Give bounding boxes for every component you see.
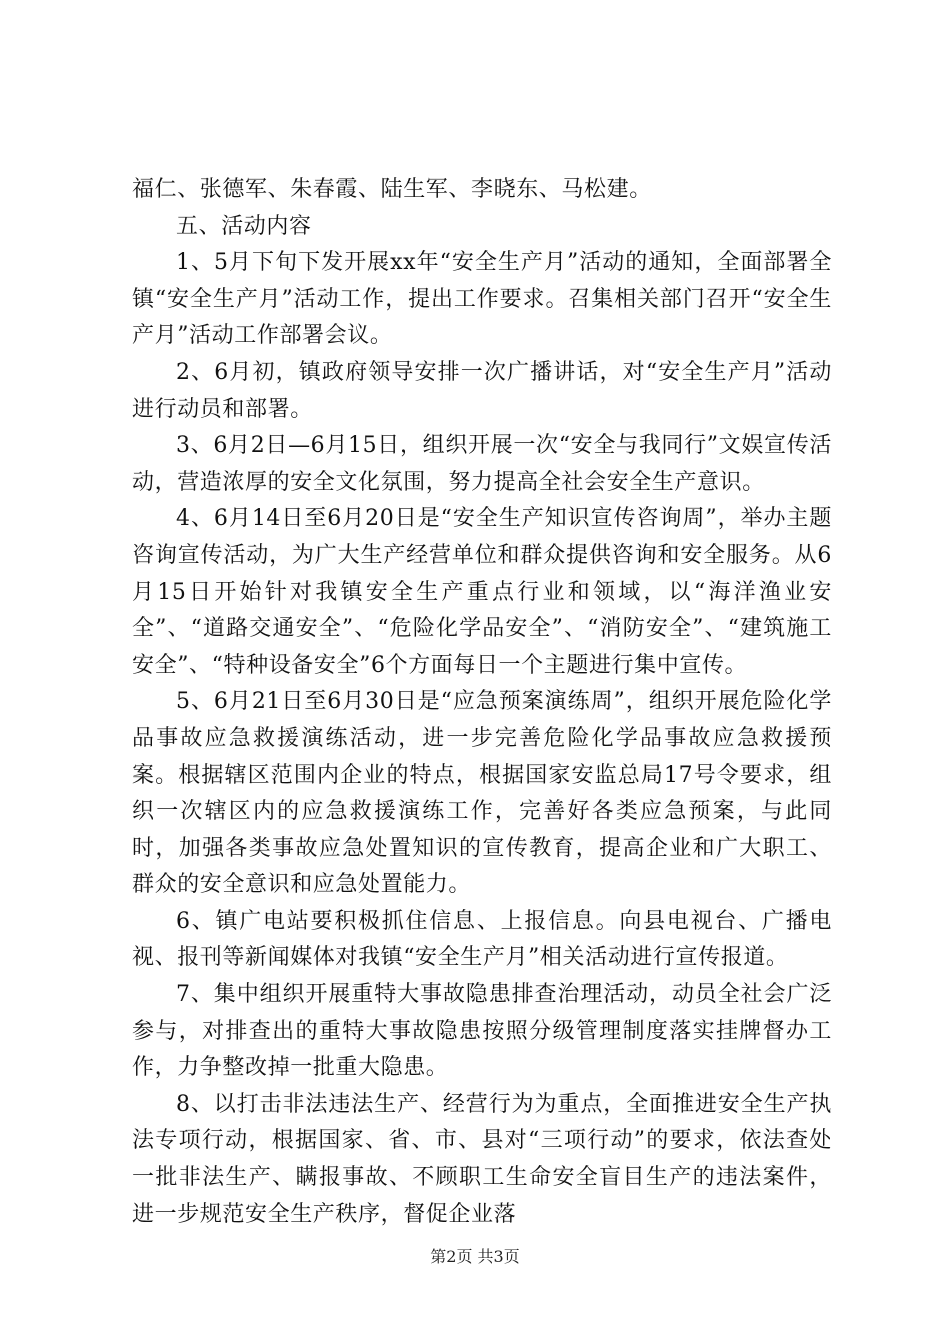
page-footer <box>0 1246 950 1268</box>
section-heading-activity-content: 五、活动内容 <box>176 213 312 239</box>
paragraph-item-5: 5、6月21日至6月30日是“应急预案演练周”，组织开展危险化学品事故应急救援演练活动，进一步完善危险化学品事故应急救援预案。根据辖区范围内企业的特点，根据国家安监总局17号令要求，组织一次辖区内的应急救援演练工作，完善好各类应急预案，与此同时，加强各类事故应急处置知识的宣传教育，提高企业和广大职工、群众的安全意识和应急处置能力。 <box>132 689 832 898</box>
document-body <box>132 172 832 1233</box>
paragraph-item-1: 1、5月下旬下发开展xx年“安全生产月”活动的通知，全面部署全镇“安全生产月”活动工作，提出工作要求。召集相关部门召开“安全生产月”活动工作部署会议。 <box>132 250 832 349</box>
paragraph-item-4: 4、6月14日至6月20日是“安全生产知识宣传咨询周”，举办主题咨询宣传活动，为广大生产经营单位和群众提供咨询和安全服务。从6月15日开始针对我镇安全生产重点行业和领域，以“海洋渔业安全”、“道路交通安全”、“危险化学品安全”、“消防安全”、“建筑施工安全”、“特种设备安全”6个方面每日一个主题进行集中宣传。 <box>132 506 832 678</box>
paragraph-names-continued: 福仁、张德军、朱春霞、陆生军、李晓东、马松建。 <box>132 177 652 202</box>
paragraph-item-3: 3、6月2日—6月15日，组织开展一次“安全与我同行”文娱宣传活动，营造浓厚的安全文化氛围，努力提高全社会安全生产意识。 <box>132 433 832 495</box>
paragraph-item-2: 2、6月初，镇政府领导安排一次广播讲话，对“安全生产月”活动进行动员和部署。 <box>132 359 832 422</box>
paragraph-item-6: 6、镇广电站要积极抓住信息、上报信息。向县电视台、广播电视、报刊等新闻媒体对我镇“安全生产月”相关活动进行宣传报道。 <box>132 908 832 971</box>
page-number-label: 第2页 共3页 <box>430 1247 520 1266</box>
paragraph-item-7: 7、集中组织开展重特大事故隐患排查治理活动，动员全社会广泛参与，对排查出的重特大事故隐患按照分级管理制度落实挂牌督办工作，力争整改掉一批重大隐患。 <box>132 982 832 1081</box>
paragraph-item-8: 8、以打击非法违法生产、经营行为为重点，全面推进安全生产执法专项行动，根据国家、省、市、县对“三项行动”的要求，依法查处一批非法生产、瞒报事故、不顾职工生命安全盲目生产的违法案件，进一步规范安全生产秩序，督促企业落 <box>132 1091 832 1227</box>
